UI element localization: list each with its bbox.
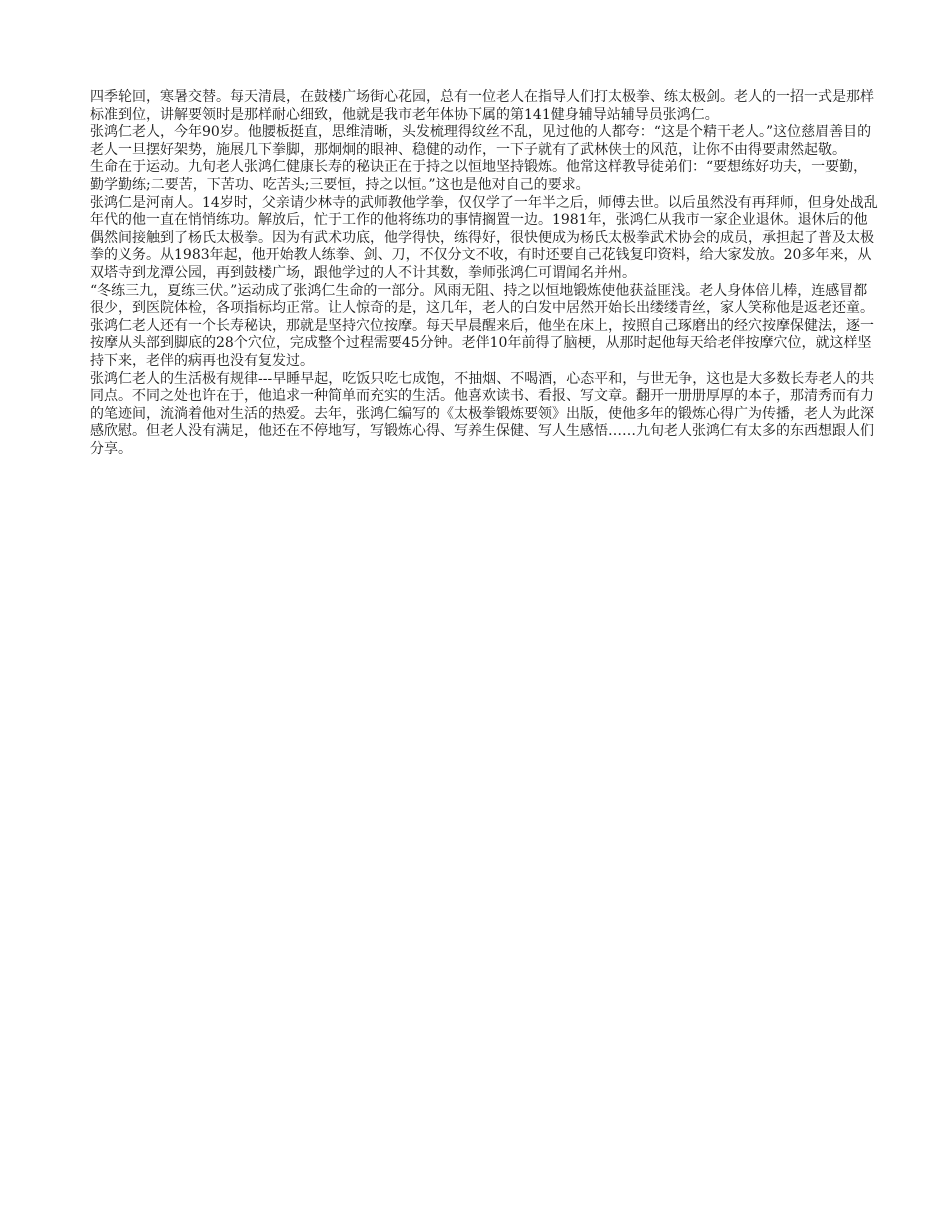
article-body <box>90 89 880 458</box>
paragraph-lifestyle: 张鸿仁老人的生活极有规律---早睡早起，吃饭只吃七成饱，不抽烟、不喝酒，心态平和，与世无争，这也是大多数长寿老人的共同点。不同之处也许在于，他追求一种简单而充实的生活。他喜欢读书、看报、写文章。翻开一册册厚厚的本子，那清秀而有力的笔迹间，流淌着他对生活的热爱。去年，张鸿仁编写的《太极拳锻炼要领》出版，使他多年的锻炼心得广为传播，老人为此深感欣慰。但老人没有满足，他还在不停地写，写锻炼心得、写养生保健、写人生感悟……九旬老人张鸿仁有太多的东西想跟人们分享。 <box>90 370 875 457</box>
paragraph-training: “冬练三九，夏练三伏。”运动成了张鸿仁生命的一部分。风雨无阻、持之以恒地锻炼使他获益匪浅。老人身体倍儿棒，连感冒都很少，到医院体检，各项指标均正常。让人惊奇的是，这几年，老人的白发中居然开始长出缕缕青丝，家人笑称他是返老还童。 <box>90 282 874 317</box>
paragraph-exercise: 生命在于运动。九旬老人张鸿仁健康长寿的秘诀正在于持之以恒地坚持锻炼。他常这样教导徒弟们：“要想练好功夫，一要勤，勤学勤练;二要苦，下苦功、吃苦头;三要恒，持之以恒。”这也是他对自己的要求。 <box>90 159 868 193</box>
paragraph-intro: 四季轮回，寒暑交替。每天清晨，在鼓楼广场街心花园，总有一位老人在指导人们打太极拳、练太极剑。老人的一招一式是那样标准到位，讲解要领时是那样耐心细致，他就是我市老年体协下属的第141健身辅导站辅导员张鸿仁。 <box>90 89 874 123</box>
paragraph-portrait: 张鸿仁老人，今年90岁。他腰板挺直，思维清晰，头发梳理得纹丝不乱，见过他的人都夸：“这是个精干老人。”这位慈眉善目的老人一旦摆好架势，施展几下拳脚，那炯炯的眼神、稳健的动作，一下子就有了武林侠士的风范，让你不由得要肃然起敬。 <box>90 124 872 158</box>
paragraph-biography: 张鸿仁是河南人。14岁时，父亲请少林寺的武师教他学拳，仅仅学了一年半之后，师傅去世。以后虽然没有再拜师，但身处战乱年代的他一直在悄悄练功。解放后，忙于工作的他将练功的事情搁置一边。1981年，张鸿仁从我市一家企业退休。退休后的他偶然间接触到了杨氏太极拳。因为有武术功底，他学得快，练得好，很快便成为杨氏太极拳武术协会的成员，承担起了普及太极拳的义务。从1983年起，他开始教人练拳、剑、刀，不仅分文不收，有时还要自己花钱复印资料，给大家发放。20多年来，从双塔寺到龙潭公园，再到鼓楼广场，跟他学过的人不计其数，拳师张鸿仁可谓闻名并州。 <box>90 194 878 281</box>
paragraph-massage: 张鸿仁老人还有一个长寿秘诀，那就是坚持穴位按摩。每天早晨醒来后，他坐在床上，按照自己琢磨出的经穴按摩保健法，逐一按摩从头部到脚底的28个穴位，完成整个过程需要45分钟。老伴10年前得了脑梗，从那时起他每天给老伴按摩穴位，就这样坚持下来，老伴的病再也没有复发过。 <box>90 317 874 369</box>
